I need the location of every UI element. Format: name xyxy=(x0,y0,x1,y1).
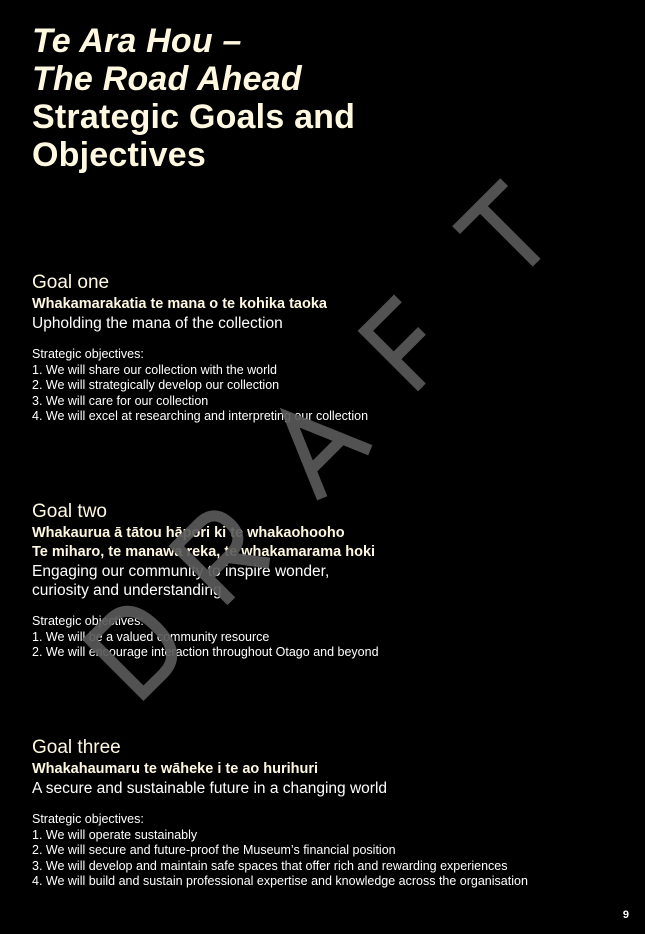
objective-item: 1. We will share our collection with the world xyxy=(32,362,278,377)
goal-maori-title: Whakaurua ā tātou hāpori ki te whakaohooho xyxy=(32,525,345,541)
goal-english-title: Upholding the mana of the collection xyxy=(32,315,283,332)
goal-english-title: A secure and sustainable future in a changing world xyxy=(32,780,388,797)
goal-english-title: curiosity and understanding xyxy=(32,582,222,599)
objective-item: 4. We will build and sustain professional expertise and knowledge across the organisation xyxy=(32,874,528,888)
goal-heading: Goal two xyxy=(32,501,107,522)
title-line-4: Objectives xyxy=(32,136,206,174)
objective-item: 2. We will strategically develop our collection xyxy=(32,378,280,392)
goal-english-title: Engaging our community to inspire wonder, xyxy=(32,563,330,580)
title-line-1: Te Ara Hou – xyxy=(32,22,242,60)
objectives-label: Strategic objectives: xyxy=(32,812,144,826)
objectives-list xyxy=(32,347,612,425)
goal-maori-title: Whakahaumaru te wāheke i te ao hurihuri xyxy=(32,761,319,777)
objective-item: 3. We will care for our collection xyxy=(32,393,209,408)
objective-item: 2. We will encourage interaction throughout Otago and beyond xyxy=(32,645,379,659)
objective-item: 4. We will excel at researching and interpreting our collection xyxy=(32,409,369,423)
page-title xyxy=(32,22,355,174)
objective-item: 2. We will secure and future-proof the Museum’s financial position xyxy=(32,843,396,857)
goal-maori-title: Te miharo, te manawa reka, te whakamarama hoki xyxy=(32,544,376,560)
title-line-2: The Road Ahead xyxy=(32,60,302,98)
page-number: 9 xyxy=(622,909,629,921)
goal-two-section xyxy=(32,501,612,661)
objectives-list xyxy=(32,614,612,661)
objective-item: 3. We will develop and maintain safe spaces that offer rich and rewarding experiences xyxy=(32,858,508,873)
objective-item: 1. We will be a valued community resource xyxy=(32,629,270,644)
objective-item: 1. We will operate sustainably xyxy=(32,827,198,842)
goal-heading: Goal one xyxy=(32,272,110,293)
objectives-label: Strategic objectives: xyxy=(32,614,144,628)
objectives-label: Strategic objectives: xyxy=(32,347,144,361)
goal-maori-title: Whakamarakatia te mana o te kohika taoka xyxy=(32,296,327,312)
title-line-3: Strategic Goals and xyxy=(32,98,356,136)
goal-three-section xyxy=(32,737,612,890)
goal-one-section xyxy=(32,272,612,425)
objectives-list xyxy=(32,812,612,890)
goal-heading: Goal three xyxy=(32,737,121,758)
